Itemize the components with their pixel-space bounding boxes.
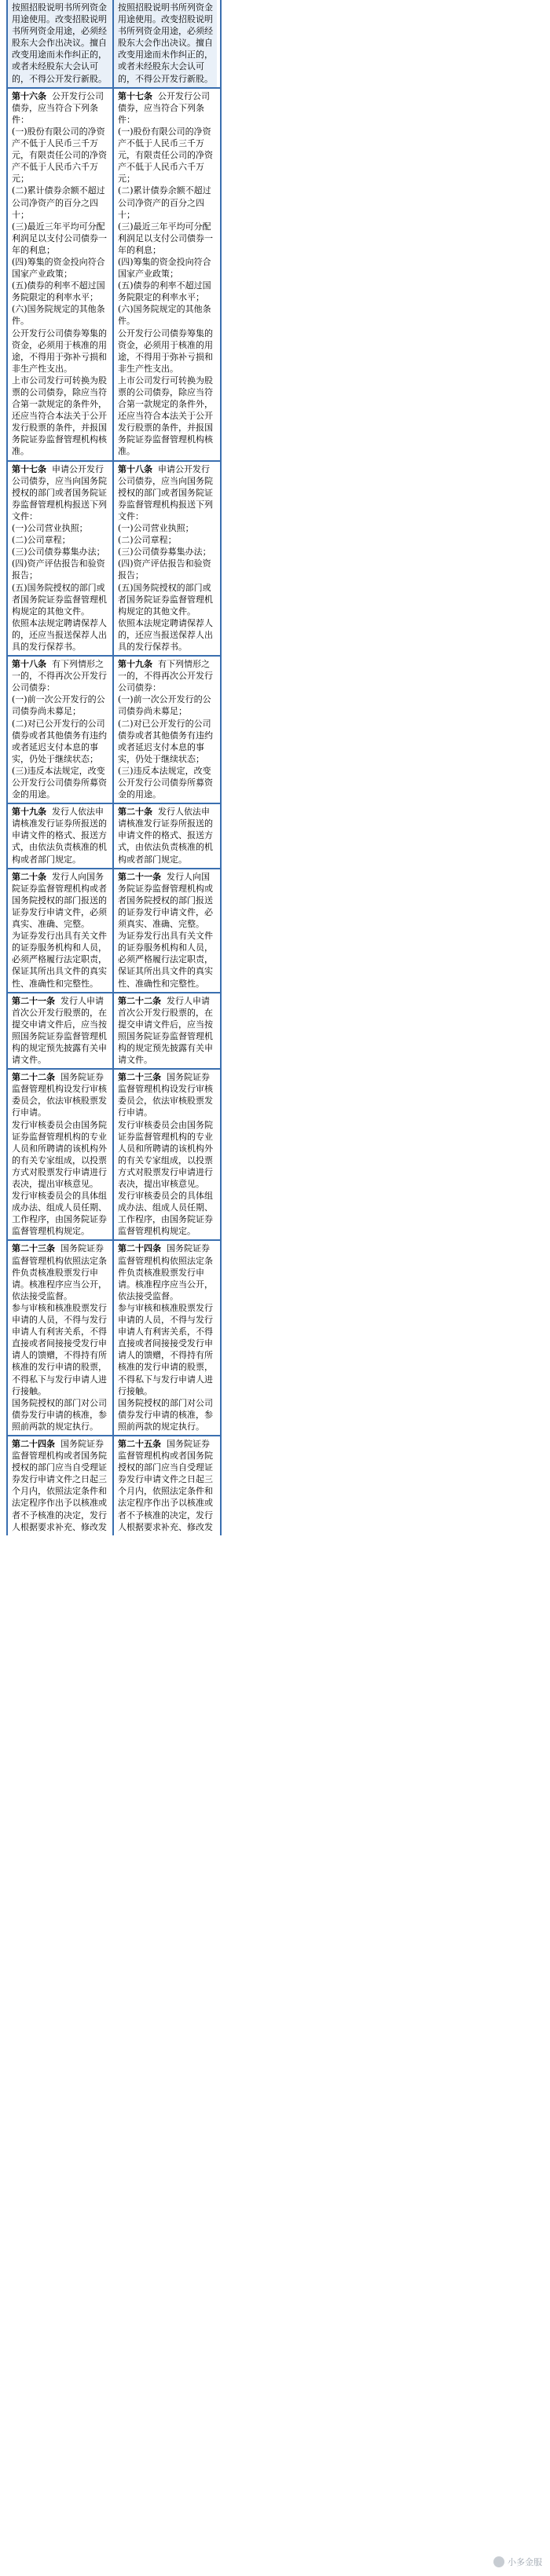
article-number: 第二十条 [12, 871, 46, 882]
table-row [8, 869, 220, 993]
article-text: 发行人向国务院证券监督管理机构或者国务院授权的部门报送的证券发行申请文件，必须真实、准确、完整。 为证券发行出具有关文件的证券服务机构和人员，必须严格履行法定职责，保证其所出具文件的真实性、准确性和完整性。 [118, 871, 213, 989]
new-text-cell [112, 657, 217, 803]
table-row [8, 89, 220, 462]
table-row [8, 1436, 220, 1535]
article-number: 第十七条 [12, 463, 46, 474]
old-text-cell [8, 0, 112, 87]
article-number: 第二十五条 [118, 1438, 161, 1449]
article-text: 发行人申请首次公开发行股票的，在提交申请文件后，应当按照国务院证券监督管理机构的规定预先披露有关申请文件。 [12, 995, 107, 1066]
article-number: 第二十二条 [12, 1072, 55, 1083]
article-text: 申请公开发行公司债券，应当向国务院授权的部门或者国务院证券监督管理机构报送下列文件： (一)公司营业执照； (二)公司章程； (三)公司债券募集办法； (四)资产评估报告和验资报告； (五)国务院授权的部门或者国务院证券监督管理机构规定的其他文件。 依照本法规定聘请保荐人的，还应当报送保荐人出具的发行保荐书。 [12, 463, 107, 652]
article-text: 按照招股说明书所列资金用途使用。改变招股说明书所列资金用途，必须经股东大会作出决议。擅自改变用途而未作纠正的，或者未经股东大会认可的，不得公开发行新股。 [12, 2, 107, 84]
comparison-table [6, 0, 222, 1535]
article-text: 公开发行公司债券，应当符合下列条件： (一)股份有限公司的净资产不低于人民币三千万元，有限责任公司的净资产不低于人民币六千万元； (二)累计债券余额不超过公司净资产的百分之四十； (三)最近三年平均可分配利润足以支付公司债券一年的利息； (四)筹集的资金投向符合国家产业政策； (五)债券的利率不超过国务院限定的利率水平； (六)国务院规定的其他条件。 公开发行公司债券筹集的资金，必须用于核准的用途，不得用于弥补亏损和非生产性支出。 上市公司发行可转换为股票的公司债券，除应当符合第一款规定的条件外，还应当符合本法关于公开发行股票的条件，并报国务院证券监督管理机构核准。 [118, 90, 213, 457]
article-text: 有下列情形之一的，不得再次公开发行公司债券： (一)前一次公开发行的公司债券尚未募足； (二)对已公开发行的公司债券或者其他债务有违约或者延迟支付本息的事实，仍处于继续状态； (三)违反本法规定，改变公开发行公司债券所募资金的用途。 [12, 659, 107, 800]
table-row [8, 1241, 220, 1436]
old-text-cell [8, 1241, 112, 1435]
table-row [8, 993, 220, 1070]
article-number: 第二十一条 [12, 995, 55, 1006]
article-number: 第十八条 [12, 659, 46, 670]
article-text: 公开发行公司债券，应当符合下列条件： (一)股份有限公司的净资产不低于人民币三千万元，有限责任公司的净资产不低于人民币六千万元； (二)累计债券余额不超过公司净资产的百分之四十； (三)最近三年平均可分配利润足以支付公司债券一年的利息； (四)筹集的资金投向符合国家产业政策； (五)债券的利率不超过国务院限定的利率水平； (六)国务院规定的其他条件。 公开发行公司债券筹集的资金，必须用于核准的用途，不得用于弥补亏损和非生产性支出。 上市公司发行可转换为股票的公司债券，除应当符合第一款规定的条件外，还应当符合本法关于公开发行股票的条件，并报国务院证券监督管理机构核准。 [12, 90, 107, 457]
article-number: 第二十四条 [118, 1243, 161, 1254]
old-text-cell [8, 89, 112, 460]
article-text: 按照招股说明书所列资金用途使用。改变招股说明书所列资金用途，必须经股东大会作出决议。擅自改变用途而未作纠正的，或者未经股东大会认可的，不得公开发行新股。 [118, 2, 213, 84]
article-number: 第十七条 [118, 90, 152, 101]
old-text-cell [8, 869, 112, 992]
article-text: 国务院证券监督管理机构或者国务院授权的部门应当自受理证券发行申请文件之日起三个月内，依照法定条件和法定程序作出予以核准或者不予核准的决定，发行人根据要求补充、修改发 [12, 1438, 107, 1532]
old-text-cell [8, 1436, 112, 1535]
article-number: 第二十条 [118, 807, 152, 818]
article-text: 国务院证券监督管理机构设发行审核委员会，依法审核股票发行申请。 发行审核委员会由国务院证券监督管理机构的专业人员和所聘请的该机构外的有关专家组成，以投票方式对股票发行申请进行表决，提出审核意见。 发行审核委员会的具体组成办法、组成人员任期、工作程序，由国务院证券监督管理机构规定。 [118, 1072, 213, 1237]
article-text: 申请公开发行公司债券，应当向国务院授权的部门或者国务院证券监督管理机构报送下列文件： (一)公司营业执照； (二)公司章程； (三)公司债券募集办法； (四)资产评估报告和验资报告； (五)国务院授权的部门或者国务院证券监督管理机构规定的其他文件。 依照本法规定聘请保荐人的，还应当报送保荐人出具的发行保荐书。 [118, 463, 213, 652]
article-text: 发行人申请首次公开发行股票的，在提交申请文件后，应当按照国务院证券监督管理机构的规定预先披露有关申请文件。 [118, 995, 213, 1066]
new-text-cell [112, 804, 217, 867]
article-number: 第十九条 [12, 807, 46, 818]
new-text-cell [112, 869, 217, 992]
old-text-cell [8, 993, 112, 1069]
article-text: 发行人依法申请核准发行证券所报送的申请文件的格式、报送方式，由依法负责核准的机构或者部门规定。 [118, 807, 213, 865]
table-row [8, 0, 220, 89]
article-number: 第二十四条 [12, 1438, 55, 1449]
new-text-cell [112, 462, 217, 656]
article-text: 国务院证券监督管理机构或者国务院授权的部门应当自受理证券发行申请文件之日起三个月内，依照法定条件和法定程序作出予以核准或者不予核准的决定，发行人根据要求补充、修改发 [118, 1438, 213, 1532]
article-number: 第二十三条 [118, 1072, 161, 1083]
table-row [8, 804, 220, 869]
watermark-text: 小多金服 [508, 2557, 542, 2567]
article-number: 第十六条 [12, 90, 46, 101]
account-logo-icon [493, 2556, 504, 2567]
old-text-cell [8, 1070, 112, 1239]
article-text: 发行人向国务院证券监督管理机构或者国务院授权的部门报送的证券发行申请文件，必须真实、准确、完整。 为证券发行出具有关文件的证券服务机构和人员，必须严格履行法定职责，保证其所出具文件的真实性、准确性和完整性。 [12, 871, 107, 989]
new-text-cell [112, 0, 217, 87]
table-row [8, 657, 220, 804]
new-text-cell [112, 993, 217, 1069]
new-text-cell [112, 1241, 217, 1435]
article-text: 国务院证券监督管理机构依照法定条件负责核准股票发行申请。核准程序应当公开，依法接受监督。 参与审核和核准股票发行申请的人员，不得与发行申请人有利害关系，不得直接或者间接接受发行申请人的馈赠，不得持有所核准的发行申请的股票，不得私下与发行申请人进行接触。 国务院授权的部门对公司债券发行申请的核准，参照前两款的规定执行。 [12, 1243, 107, 1432]
table-row [8, 462, 220, 657]
old-text-cell [8, 804, 112, 867]
old-text-cell [8, 462, 112, 656]
article-text: 国务院证券监督管理机构设发行审核委员会，依法审核股票发行申请。 发行审核委员会由国务院证券监督管理机构的专业人员和所聘请的该机构外的有关专家组成，以投票方式对股票发行申请进行表决，提出审核意见。 发行审核委员会的具体组成办法、组成人员任期、工作程序，由国务院证券监督管理机构规定。 [12, 1072, 107, 1237]
table-row [8, 1070, 220, 1241]
article-number: 第十九条 [118, 659, 152, 670]
article-text: 国务院证券监督管理机构依照法定条件负责核准股票发行申请。核准程序应当公开，依法接受监督。 参与审核和核准股票发行申请的人员，不得与发行申请人有利害关系，不得直接或者间接接受发行申请人的馈赠，不得持有所核准的发行申请的股票，不得私下与发行申请人进行接触。 国务院授权的部门对公司债券发行申请的核准，参照前两款的规定执行。 [118, 1243, 213, 1432]
watermark [493, 2556, 542, 2568]
article-number: 第十八条 [118, 463, 152, 474]
article-number: 第二十二条 [118, 995, 161, 1006]
new-text-cell [112, 1070, 217, 1239]
old-text-cell [8, 657, 112, 803]
article-text: 有下列情形之一的，不得再次公开发行公司债券： (一)前一次公开发行的公司债券尚未募足； (二)对已公开发行的公司债券或者其他债务有违约或者延迟支付本息的事实，仍处于继续状态； (三)违反本法规定，改变公开发行公司债券所募资金的用途。 [118, 659, 213, 800]
article-text: 发行人依法申请核准发行证券所报送的申请文件的格式、报送方式，由依法负责核准的机构或者部门规定。 [12, 807, 107, 865]
new-text-cell [112, 89, 217, 460]
article-number: 第二十一条 [118, 871, 161, 882]
new-text-cell [112, 1436, 217, 1535]
article-number: 第二十三条 [12, 1243, 55, 1254]
